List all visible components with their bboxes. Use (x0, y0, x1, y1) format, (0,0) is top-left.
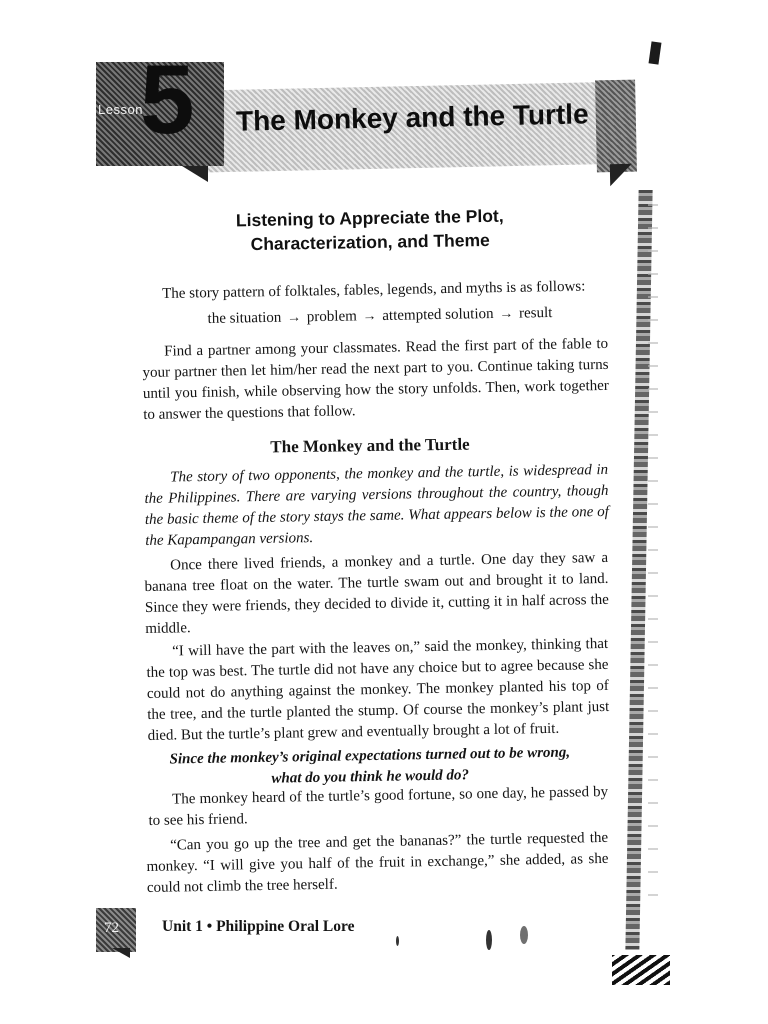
subtitle-line-1: Listening to Appreciate the Plot, (235, 205, 504, 231)
pattern-step-problem: problem (306, 308, 357, 326)
unit-footer: Unit 1 • Philippine Oral Lore (162, 918, 355, 935)
story-paragraph-1: Once there lived friends, a monkey and a turtle. One day they saw a banana tree float on the water. The turtle swam out and brought it to land. Since they were friends, they decided to divide it, cutting it in half across the middle. (144, 549, 609, 637)
story-paragraph-2: “I will have the part with the leaves on,” said the monkey, thinking that the top was best. The turtle did not have any choice but to agree because she could not do anything against the monkey. The monkey planted his top of the tree, and the turtle planted the stump. Of course the monkey’s plant just died. But the turtle’s plant grew and eventually brought a lot of fruit. (146, 635, 610, 744)
banner-fold-left (182, 166, 208, 182)
question-line-1: Since the monkey’s original expectations turned out to be wrong, (169, 744, 571, 768)
lesson-banner (96, 44, 636, 188)
arrow-icon: → (362, 309, 377, 325)
page-edge-noise (648, 195, 658, 915)
lesson-title: The Monkey and the Turtle (235, 98, 589, 137)
page-number-fold (112, 948, 130, 958)
banner-fold-right (610, 164, 632, 186)
scan-speck (396, 936, 399, 946)
scan-speck (486, 930, 492, 950)
scan-speck (520, 926, 528, 944)
story-paragraph-3: The monkey heard of the turtle’s good fortune, so one day, he passed by to see his friend. (148, 783, 609, 829)
pattern-step-result: result (518, 304, 553, 322)
section-subtitle (150, 202, 591, 258)
arrow-icon: → (499, 306, 514, 322)
title-strip-end (595, 80, 637, 173)
instructions-paragraph: Find a partner among your classmates. Read the first part of the fable to your partner then let him/her read the next part to you. Continue taking turns until you finish, while observing how the story unfolds. Then, work together to answer the questions that follow. (142, 335, 609, 423)
lesson-number: 5 (140, 44, 195, 154)
pattern-step-situation: the situation (207, 309, 282, 328)
story-intro: The story of two opponents, the monkey and the turtle, is widespread in the Philippines. There are varying versions throughout the country, though the basic theme of the story stays the same. What appears below is the one of the Kapampangan versions. (144, 461, 609, 549)
story-pattern (170, 302, 590, 330)
page-number: 72 (104, 920, 119, 936)
page-corner-shadow (612, 955, 670, 985)
intro-text: The story pattern of folktales, fables, legends, and myths is as follows: (162, 278, 586, 302)
subtitle-line-2: Characterization, and Theme (250, 229, 490, 255)
question-line-2: what do you think he would do? (271, 767, 470, 787)
pattern-step-solution: attempted solution (382, 306, 494, 324)
story-title: The Monkey and the Turtle (270, 434, 470, 457)
scan-artifact (649, 41, 662, 64)
story-paragraph-4: “Can you go up the tree and get the bananas?” the turtle requested the monkey. “I will give you half of the fruit in exchange,” she added, as she could not climb the tree herself. (146, 829, 609, 896)
lesson-label: Lesson (98, 102, 143, 117)
arrow-icon: → (286, 310, 302, 326)
